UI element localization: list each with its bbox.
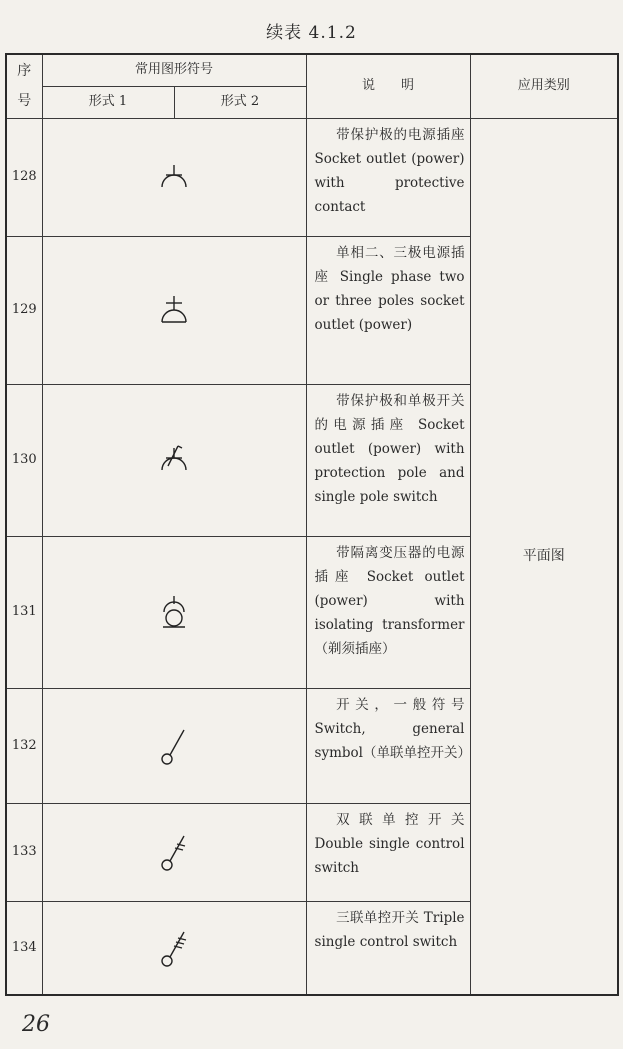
- symbol-cell: [42, 384, 306, 536]
- seq-header-line2: 号: [17, 93, 32, 110]
- two-three-pole-socket-outlet-icon: [154, 290, 194, 330]
- row-number: 130: [6, 384, 42, 536]
- seq-header-line1: 序: [17, 63, 32, 80]
- isolating-transformer-socket-icon: [154, 592, 194, 632]
- row-number: 132: [6, 688, 42, 803]
- double-single-control-switch-icon: [154, 830, 194, 874]
- row-description: 双联单控开关 Double single control switch: [314, 811, 465, 876]
- row-description: 带保护极的电源插座 Socket outlet (power) with protective contact: [314, 126, 465, 215]
- description-cell: [306, 803, 470, 901]
- form1-header: 形式 1: [42, 86, 174, 118]
- symbols-group-header: 常用图形符号: [42, 54, 306, 86]
- description-cell: [306, 118, 470, 236]
- row-description: 带保护极和单极开关的电源插座 Socket outlet (power) with protection pole and single pole switch: [314, 392, 465, 505]
- row-description: 带隔离变压器的电源插座 Socket outlet (power) with isolating transformer（剃须插座）: [314, 544, 465, 657]
- symbol-table: [5, 53, 619, 996]
- page-number: 26: [22, 1012, 50, 1037]
- socket-outlet-protective-contact-icon: [154, 157, 194, 197]
- table-caption: 续表 4.1.2: [266, 23, 357, 43]
- row-number: 133: [6, 803, 42, 901]
- symbol-cell: [42, 236, 306, 384]
- table-row: [6, 118, 618, 236]
- description-cell: [306, 536, 470, 688]
- symbol-cell: [42, 688, 306, 803]
- socket-outlet-with-switch-icon: [154, 440, 194, 480]
- symbol-cell: [42, 118, 306, 236]
- row-number: 128: [6, 118, 42, 236]
- row-description: 单相二、三极电源插座 Single phase two or three poles socket outlet (power): [314, 244, 465, 333]
- symbol-cell: [42, 803, 306, 901]
- symbol-cell: [42, 536, 306, 688]
- symbol-cell: [42, 901, 306, 995]
- description-cell: [306, 688, 470, 803]
- switch-general-icon: [154, 724, 194, 768]
- description-cell: [306, 901, 470, 995]
- row-number: 129: [6, 236, 42, 384]
- seq-header: [6, 54, 42, 118]
- row-number: 131: [6, 536, 42, 688]
- description-cell: [306, 236, 470, 384]
- category-header: 应用类别: [470, 54, 618, 118]
- description-cell: [306, 384, 470, 536]
- row-description: 三联单控开关 Triple single control switch: [314, 909, 465, 950]
- row-number: 134: [6, 901, 42, 995]
- row-description: 开关，一般符号 Switch, general symbol（单联单控开关）: [314, 696, 471, 761]
- description-header: 说 明: [306, 54, 470, 118]
- category-cell: 平面图: [470, 118, 618, 995]
- triple-single-control-switch-icon: [154, 926, 194, 970]
- form2-header: 形式 2: [174, 86, 306, 118]
